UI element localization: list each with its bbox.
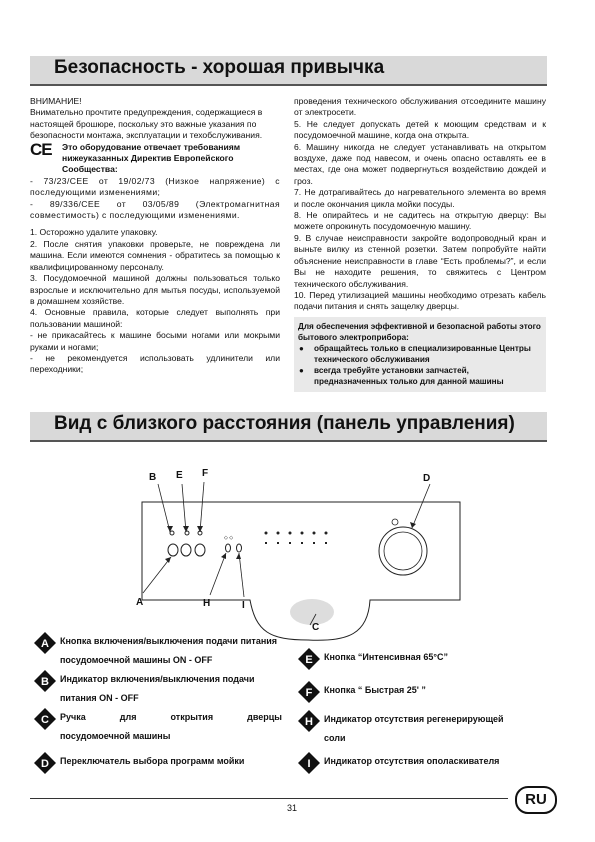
badge-b-icon — [34, 670, 56, 692]
legend-text-f: Кнопка “ Быстрая 25' ” — [324, 685, 426, 695]
safety-right-column — [294, 96, 546, 392]
diagram-label-b: B — [149, 472, 157, 483]
warning-intro: Внимательно прочтите предупреждения, содержащиеся в настоящей брошюре, поскольку это важные указания по безопасности монтажа, эксплуатации и техобслуживания. — [30, 107, 263, 141]
safety-item-4-cont: проведения технического обслуживания отсоедините машину от электросети. — [294, 96, 546, 118]
ce-compliance — [30, 139, 280, 176]
badge-d-letter: D — [41, 758, 49, 770]
legend-c-word2: для — [119, 712, 137, 722]
legend-item-i — [298, 752, 548, 774]
safety-item-8: 8. Не опирайтесь и не садитесь на открытую дверцу: Вы можете опрокинуть посудомоечную машину. — [294, 210, 546, 232]
badge-f-letter: F — [305, 687, 313, 699]
badge-a-letter: A — [41, 638, 49, 650]
safety-item-7: 7. Не дотрагивайтесь до нагревательного элемента во время и после окончания цикла мойки посуды. — [294, 187, 546, 209]
footer-divider — [30, 798, 508, 799]
diagram-label-a: A — [136, 597, 144, 608]
language-badge: RU — [515, 786, 557, 814]
safety-item-6: 6. Машину никогда не следует устанавливать на открытом воздухе, даже под навесом, и очень опасно оставлять ее в местах, где она может подвергнуться воздействию дождей и гроз. — [294, 141, 546, 186]
ce-mark-icon: CE — [30, 139, 52, 159]
section-title-control-panel: Вид с близкого расстояния (панель управления) — [54, 413, 515, 434]
badge-d-icon — [34, 752, 56, 774]
control-panel-diagram — [120, 462, 480, 642]
legend-c-word3: открытия — [170, 712, 214, 722]
diagram-label-i: I — [242, 600, 245, 611]
safety-item-2: 2. После снятия упаковки проверьте, не повреждена ли машина. Если имеются сомнения - обратитесь за помощью к квалифицированному персоналу. — [30, 238, 280, 272]
service-note-bullet-1: ● обращайтесь только в специализированные Центры технического обслуживания — [298, 343, 542, 365]
legend-c-word1: Ручка — [60, 712, 86, 722]
legend-text-h: Индикатор отсутствия регенерирующей соли — [324, 714, 504, 743]
ce-compliance-text: Это оборудование отвечает требованиям нижеуказанных Директив Европейского Сообщества: — [62, 141, 241, 175]
badge-i-icon — [298, 752, 320, 774]
section-title-safety: Безопасность - хорошая привычка — [54, 57, 385, 78]
badge-f-icon — [298, 681, 320, 703]
legend-text-i: Индикатор отсутствия ополаскивателя — [324, 756, 500, 766]
safety-left-column — [30, 96, 280, 376]
badge-e-letter: E — [305, 654, 313, 666]
legend-text-b: Индикатор включения/выключения подачи питания ON - OFF — [60, 674, 255, 703]
legend-text-d: Переключатель выбора программ мойки — [60, 756, 245, 766]
legend-text-c — [60, 708, 282, 746]
service-note-bullet-2: ● всегда требуйте установки запчастей, предназначенных только для данной машины — [298, 365, 542, 387]
diagram-label-e: E — [176, 470, 183, 481]
safety-item-10: 10. Перед утилизацией машины необходимо отрезать кабель подачи питания и снять защелку дверцы. — [294, 289, 546, 312]
safety-item-9: 9. В случае неисправности закройте водопроводный кран и выньте вилку из стенной розетки. Затем попробуйте найти объяснение неисправности в главе “Есть проблемы?”, и если Вы не находите решения, то свяжитесь с Центром технического обслуживания. — [294, 232, 546, 289]
page-number: 31 — [287, 803, 298, 813]
legend-item-c — [34, 708, 284, 748]
legend-item-h — [298, 710, 548, 750]
diagram-label-f: F — [202, 468, 209, 479]
badge-h-letter: H — [305, 716, 313, 728]
section-title-bar-control-panel — [30, 412, 547, 442]
legend-item-a — [34, 632, 284, 672]
legend-text-c-line2: посудомоечной машины — [60, 731, 171, 741]
diagram-label-d: D — [423, 473, 431, 484]
badge-b-letter: B — [41, 676, 49, 688]
svg-text:◇ ◇: ◇ ◇ — [224, 535, 234, 541]
safety-item-4a: - не прикасайтесь к машине босыми ногами или мокрыми руками и ногами; — [30, 330, 280, 352]
safety-item-3: 3. Посудомоечной машиной должны пользоваться только взрослые и исключительно для мытья посуды, используемой в домашнем хозяйстве. — [30, 273, 280, 306]
legend-c-word4: дверцы — [247, 712, 282, 722]
directive-1: - 73/23/CEE от 19/02/73 (Низкое напряжение) с последующими изменениями; — [30, 175, 280, 198]
legend-item-f — [298, 681, 548, 703]
badge-c-icon — [34, 708, 56, 730]
directive-2: - 89/336/CEE от 03/05/89 (Электромагнитная совместимость) с последующими изменениями. — [30, 198, 280, 221]
safety-item-4: 4. Основные правила, которые следует выполнять при пользовании машиной: — [30, 307, 280, 329]
legend-item-d — [34, 752, 284, 774]
safety-item-4b: - не рекомендуется использовать удлинители или переходники; — [30, 352, 280, 375]
service-note-title: Для обеспечения эффективной и безопасной работы этого бытового электроприбора: — [298, 321, 541, 342]
diagram-label-c: C — [312, 622, 320, 633]
section-title-bar-safety — [30, 56, 547, 86]
warning-heading: ВНИМАНИЕ! — [30, 96, 82, 106]
legend-text-e: Кнопка “Интенсивная 65°C” — [324, 652, 449, 662]
badge-i-letter: I — [307, 758, 311, 770]
legend-item-e — [298, 648, 548, 670]
legend-text-a: Кнопка включения/выключения подачи питания посудомоечной машины ON - OFF — [60, 636, 278, 665]
service-note-box — [294, 317, 546, 392]
legend-text-c-line1 — [60, 708, 282, 727]
badge-c-letter: C — [41, 714, 49, 726]
diagram-label-h: H — [203, 598, 211, 609]
badge-e-icon — [298, 648, 320, 670]
badge-a-icon — [34, 632, 56, 654]
safety-item-5: 5. Не следует допускать детей к моющим средствам и к посудомоечной машине, когда она открыта. — [294, 118, 546, 141]
legend-item-b — [34, 670, 284, 710]
control-panel-drawing — [120, 462, 480, 642]
safety-item-1: 1. Осторожно удалите упаковку. — [30, 227, 158, 238]
badge-h-icon — [298, 710, 320, 732]
